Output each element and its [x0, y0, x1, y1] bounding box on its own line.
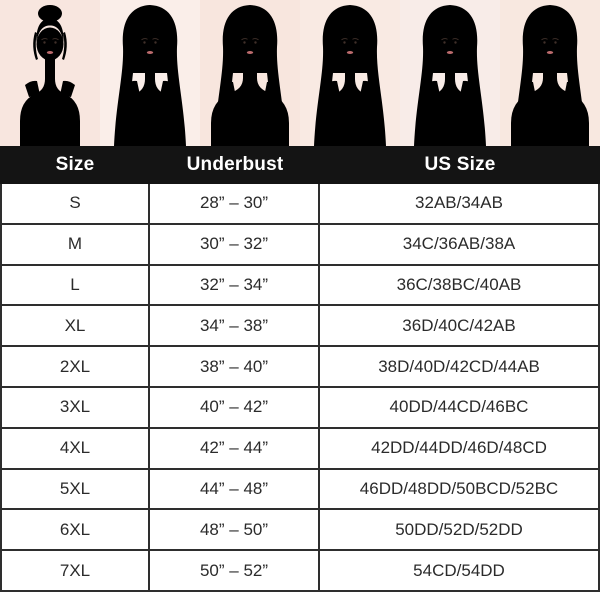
underbust-cell: 48” – 50” [150, 510, 320, 551]
us-size-cell: 38D/40D/42CD/44AB [320, 347, 600, 388]
model-navy-bra-illustration [500, 0, 600, 146]
underbust-cell: 44” – 48” [150, 470, 320, 511]
size-cell: S [2, 184, 150, 225]
underbust-cell: 40” – 42” [150, 388, 320, 429]
us-size-cell: 50DD/52D/52DD [320, 510, 600, 551]
size-cell: 2XL [2, 347, 150, 388]
underbust-cell: 30” – 32” [150, 225, 320, 266]
size-cell: 7XL [2, 551, 150, 592]
us-size-cell: 40DD/44CD/46BC [320, 388, 600, 429]
us-size-cell: 54CD/54DD [320, 551, 600, 592]
underbust-cell: 34” – 38” [150, 306, 320, 347]
model-photo-navy-lace-bra [500, 0, 600, 146]
model-photo-beige-lace-bra [200, 0, 300, 146]
us-size-cell: 36C/38BC/40AB [320, 266, 600, 307]
us-size-cell: 32AB/34AB [320, 184, 600, 225]
underbust-cell: 32” – 34” [150, 266, 320, 307]
size-cell: 3XL [2, 388, 150, 429]
bottom-margin [0, 592, 600, 600]
column-header-us-size: US Size [424, 154, 496, 175]
underbust-cell: 38” – 40” [150, 347, 320, 388]
product-photos-strip [0, 0, 600, 146]
model-white-bra-illustration [400, 0, 500, 146]
model-beige-bra-illustration [200, 0, 300, 146]
underbust-cell: 50” – 52” [150, 551, 320, 592]
size-chart-header [0, 146, 600, 184]
us-size-cell: 36D/40C/42AB [320, 306, 600, 347]
column-header-underbust: Underbust [186, 154, 284, 175]
underbust-cell: 28” – 30” [150, 184, 320, 225]
us-size-cell: 34C/36AB/38A [320, 225, 600, 266]
column-header-size: Size [55, 154, 95, 175]
model-photo-black-bra [300, 0, 400, 146]
model-photo-white-lace-bra [400, 0, 500, 146]
model-photo-red-lace-bra [0, 0, 100, 146]
size-cell: 5XL [2, 470, 150, 511]
size-cell: L [2, 266, 150, 307]
size-cell: XL [2, 306, 150, 347]
us-size-cell: 42DD/44DD/46D/48CD [320, 429, 600, 470]
size-cell: M [2, 225, 150, 266]
size-chart-table [0, 184, 600, 592]
size-cell: 6XL [2, 510, 150, 551]
us-size-cell: 46DD/48DD/50BCD/52BC [320, 470, 600, 511]
model-black-lace-bra-illustration [100, 0, 200, 146]
underbust-cell: 42” – 44” [150, 429, 320, 470]
model-black-bra-illustration [300, 0, 400, 146]
model-photo-black-lace-bra [100, 0, 200, 146]
model-red-bra-illustration [0, 0, 100, 146]
size-cell: 4XL [2, 429, 150, 470]
